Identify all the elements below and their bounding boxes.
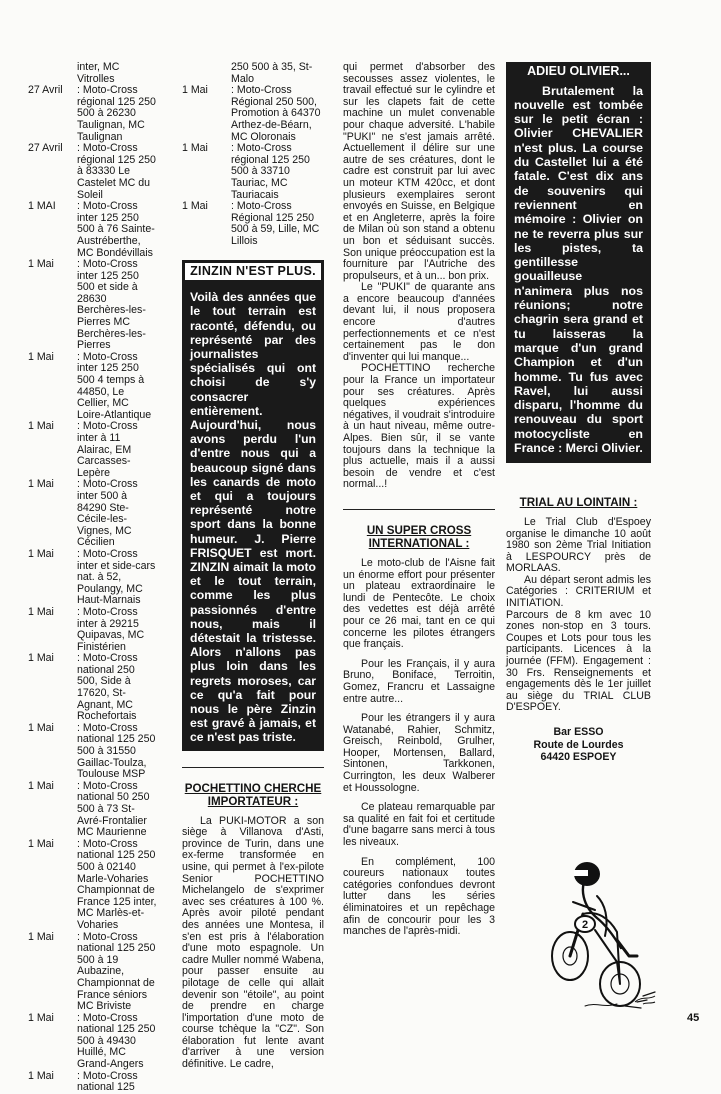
calendar-text: : Moto-Cross inter 125 250 500 à 76 Sainte-Austréberthe, MC Bondévillais [77, 200, 155, 259]
calendar-entry [28, 723, 158, 781]
calendar-date [28, 62, 77, 85]
supercross-paragraph-2: Pour les Français, il y aura Bruno, Boniface, Terroitin, Gomez, Francru et Lassaigne entre autre... [343, 657, 495, 705]
calendar-entry [182, 85, 324, 143]
calendar-entry [28, 607, 158, 653]
calendar-entry [28, 421, 158, 479]
supercross-paragraph-3: Pour les étrangers il y aura Watanabé, Rahier, Schmitz, Greisch, Reinbold, Grulher, Hooper, Mortensen, Ballard, Sintonen, Tarkkonen, Currington, les deux Walberer et Houssologne. [343, 712, 495, 794]
trial-paragraph-2: Au départ seront admis les Catégories : CRITERIUM et INITIATION. [506, 573, 651, 610]
calendar-text: : Moto-Cross national 125 250 500 à 49430 Huillé, MC Grand-Angers [77, 1011, 156, 1071]
pochettino-paragraph-2: Le "PUKI" de quarante ans a encore beaucoup d'années devant lui, il nous proposera encore d'autres perfectionnements et ce n'est certainement pas le don d'inventer qui lui manque... [343, 281, 495, 363]
trial-title: TRIAL AU LOINTAIN : [519, 496, 638, 510]
calendar-text: inter, MC Vitrolles [77, 61, 120, 85]
calendar-column-1 [28, 62, 158, 1094]
calendar-date: 1 Mai [28, 1011, 54, 1024]
calendar-text: : Moto-Cross national 50 250 500 à 73 St-Avré-Frontalier MC Maurienne [77, 779, 150, 839]
calendar-column-2 [182, 62, 324, 248]
calendar-entry [28, 85, 158, 143]
calendar-entry [28, 839, 158, 932]
calendar-text: : Moto-Cross inter et side-cars nat. à 52, Poulangy, MC Haut-Marnais [77, 547, 156, 607]
calendar-text: : Moto-Cross national 125 250 500 à 02140 Marle-Voharies Championnat de France 125 inter, MC Marlès-et-Voharies [77, 837, 157, 931]
column-2 [182, 62, 324, 1071]
calendar-entry [28, 62, 158, 85]
supercross-paragraph-5: En complément, 100 coureurs nationaux toutes catégories confondues devront lutter dans les séries éliminatoires et un repêchage afin de concourir pour les 3 manches de l'après-midi. [343, 855, 495, 938]
page-number: 45 [687, 1012, 700, 1024]
calendar-text: : Moto-Cross inter à 29215 Quipavas, MC Finistérien [77, 605, 145, 653]
calendar-date: 1 Mai [28, 930, 54, 943]
calendar-date: 27 Avril [28, 142, 63, 155]
calendar-date: 1 Mai [28, 779, 54, 792]
zinzin-body: Voilà des années que le tout terrain est raconté, défendu, ou représenté par des journalistes spécialisés qui ont choisi de s'y consacrer entièrement. Aujourd'hui, nous avons perdu l'un d'entre nous qui a beaucoup signé dans les canards de moto et qui a toujours représenté notre sport dans la bonne humeur. J. Pierre FRISQUET est mort. ZINZIN aimait la moto et le tout terrain, comme les plus passionnés d'entre nous, mais il détestait la tristesse. Alors n'allons pas plus loin dans les regrets moroses, car ce qu'a fait pour nous le père Zinzin est gravé à jamais, et ce n'est pas triste. [182, 283, 324, 751]
pochettino-title: POCHETTINO CHERCHE IMPORTATEUR : [182, 767, 324, 808]
rider-number: 2 [581, 919, 589, 931]
supercross-paragraph-1: Le moto-club de l'Aisne fait un énorme effort pour présenter un plateau extraordinaire le lundi de Pentecôte. Le choix des vedettes est déjà arrêté pour ce 26 mai, tant en ce qui concerne les pilotes étrangers que français. [343, 556, 495, 651]
calendar-text: : Moto-Cross inter 500 à 84290 Ste-Cécile-les-Vignes, MC Cécilien [77, 478, 138, 549]
calendar-entry [28, 932, 158, 1013]
supercross-title: UN SUPER CROSS INTERNATIONAL : [343, 509, 495, 550]
calendar-date: 1 Mai [28, 605, 54, 618]
calendar-date: 1 Mai [182, 142, 208, 155]
calendar-entry [28, 549, 158, 607]
pochettino-paragraph-1: La PUKI-MOTOR a son siège à Villanova d'Asti, province de Turin, dans une ex-ferme transformée en usine, qui permet à l'ex-pilote Senior POCHETTINO Michelangelo de s'exprimer avec ses créatures à 100 %. Après avoir piloté pendant des années une Montesa, il s'en est pris à l'élaboration d'une moto espagnole. Un cadre Muller nommé Wabena, pour passer ensuite au pilotage de celle qui allait devenir son "étoile", au point de prendre en charge l'importation d'une moto de course tchèque la "CZ". Son élaboration fut lente avant d'arriver à une version définitive. Le cadre, [182, 814, 324, 1071]
trial-address [506, 726, 651, 764]
trial-paragraph-1: Le Trial Club d'Espoey organise le dimanche 10 août 1980 son 2ème Trial Initiation à LESPOURCY près de MORLAAS. [506, 515, 651, 575]
calendar-entry [28, 1071, 158, 1094]
calendar-entry [28, 653, 158, 723]
calendar-date [182, 62, 231, 85]
calendar-entry [28, 352, 158, 422]
calendar-date: 1 Mai [182, 84, 208, 97]
calendar-text: : Moto-Cross national 125 250 500 à 19 Aubazine, Championnat de France séniors MC Briviste [77, 930, 156, 1013]
calendar-entry [182, 62, 324, 85]
calendar-entry [28, 143, 158, 201]
column-3 [343, 62, 495, 938]
calendar-date: 1 Mai [28, 420, 54, 433]
adieu-title: ADIEU OLIVIER... [527, 64, 630, 78]
calendar-entry [28, 479, 158, 549]
calendar-date: 1 Mai [28, 652, 54, 665]
pochettino-paragraph-3: POCHETTINO recherche pour la France un importateur pour ses créatures. Après quelques expériences négatives, il voudrait s'introduire à un haut niveau, même outre-Alpes. Bien sûr, il se vante toujours dans la technique la plus actuelle, mais il a aussi besoin de vendre et c'est normal...! [343, 362, 495, 491]
calendar-date: 1 Mai [28, 478, 54, 491]
calendar-date: 1 Mai [28, 1069, 54, 1082]
calendar-text: 250 500 à 35, St-Malo [231, 61, 313, 85]
calendar-date: 1 Mai [28, 721, 54, 734]
calendar-date: 27 Avril [28, 84, 63, 97]
calendar-date: 1 MAI [28, 200, 56, 213]
calendar-date: 1 Mai [182, 200, 208, 213]
calendar-entry [28, 259, 158, 352]
calendar-date: 1 Mai [28, 350, 54, 363]
calendar-text: : Moto-Cross national 125 250 500 à 31550 Gaillac-Toulza, Toulouse MSP [77, 721, 156, 781]
calendar-date: 1 Mai [28, 258, 54, 271]
calendar-text: : Moto-Cross régional 125 250 500 à 26230 Taulignan, MC Taulignan [77, 84, 156, 143]
calendar-text: : Moto-Cross inter 125 250 500 et side à 28630 Berchères-les-Pierres MC Berchères-les-Pierres [77, 258, 146, 352]
calendar-text: : Moto-Cross Régional 250 500, Promotion à 64370 Arthez-de-Béarn, MC Oloronais [231, 84, 321, 143]
calendar-entry [28, 1013, 158, 1071]
calendar-text: : Moto-Cross régional 125 250 à 83330 Le Castelet MC du Soleil [77, 142, 156, 201]
calendar-entry [182, 143, 324, 201]
motocross-rider-illustration [525, 852, 675, 1012]
calendar-text: : Moto-Cross inter à 11 Alairac, EM Carcasses-Lepère [77, 420, 138, 479]
calendar-entry [28, 201, 158, 259]
calendar-date: 1 Mai [28, 837, 54, 850]
calendar-entry [182, 201, 324, 247]
calendar-text: : Moto-Cross national 125 [77, 1069, 138, 1094]
address-line-3: 64420 ESPOEY [540, 751, 617, 763]
adieu-box [506, 62, 651, 463]
calendar-text: : Moto-Cross inter 125 250 500 4 temps à 44850, Le Cellier, MC Loire-Atlantique [77, 350, 152, 421]
zinzin-box [182, 260, 324, 751]
calendar-text: : Moto-Cross Régional 125 250 500 à 59, Lille, MC Lillois [231, 200, 320, 247]
address-line-2: Route de Lourdes [533, 738, 624, 751]
calendar-entry [28, 781, 158, 839]
adieu-body: Brutalement la nouvelle est tombée sur le petit écran : Olivier CHEVALIER n'est plus. La course du Castellet lui a été fatale. C'est dix ans de souvenirs qui reviennent en mémoire : Olivier on ne te reverra plus sur les pistes, ta gentillesse gouailleuse n'animera plus nos réunions; notre chagrin sera grand et tu laisseras la marque d'un grand Champion et d'un homme. Tu fus avec Ravel, lui aussi disparu, l'homme du renouveau du sport motocycliste en France : Merci Olivier. [514, 83, 643, 456]
supercross-paragraph-4: Ce plateau remarquable par sa qualité en fait foi et certitude d'une bagarre sans merci à tous les niveaux. [343, 801, 495, 849]
calendar-text: : Moto-Cross régional 125 250 500 à 33710 Tauriac, MC Tauriacais [231, 142, 310, 201]
calendar-text: : Moto-Cross national 250 500, Side à 17620, St-Agnant, MC Rochefortais [77, 652, 138, 723]
pochettino-paragraph-1-cont: qui permet d'absorber des secousses assez violentes, le travail effectué sur le cylindre et sur les clapets fait de cette machine un mulet convenable pour chaque adversité. L'habile "PUKI" ne s'est jamais arrêté. Actuellement il délire sur une autre de ses créatures, dont le cadre est construit par lui avec un moteur KTM 420cc, et dont plusieurs exemplaires seront envoyés en Suisse, en Belgique et en Angleterre, après la foire de Milan où son stand a obtenu un bon et séduisant succès. Son unique préoccupation est la fourniture par l'Autriche des propulseurs, et à un... bon prix. [343, 61, 495, 282]
address-line-1: Bar ESSO [553, 726, 604, 738]
calendar-date: 1 Mai [28, 547, 54, 560]
column-4 [506, 62, 651, 764]
trial-paragraph-3: Parcours de 8 km avec 10 zones non-stop en 3 tours. Coupes et Lots pour tous les participants. Licences à la journée (FFM). Engagement : 30 Frs. Renseignements et engagements dès le 1er juillet au siège du TRIAL CLUB D'ESPOEY. [506, 608, 651, 714]
zinzin-title: ZINZIN N'EST PLUS. [182, 260, 324, 284]
